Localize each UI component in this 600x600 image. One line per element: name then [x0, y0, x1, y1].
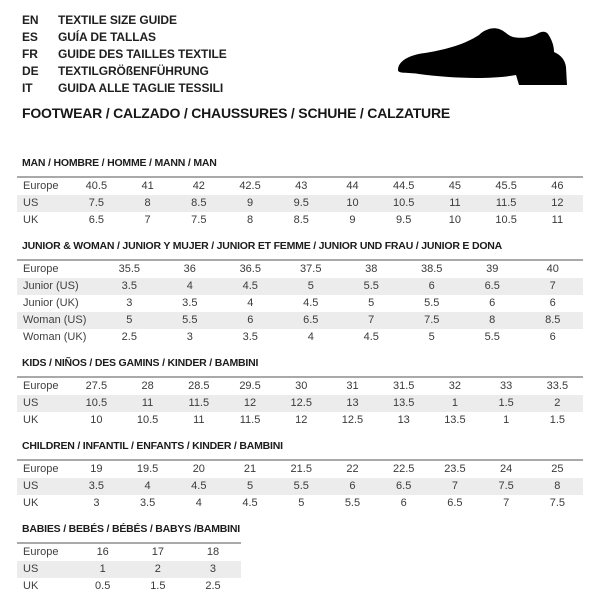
- row-label: UK: [23, 414, 39, 426]
- size-cell: 24: [500, 463, 513, 475]
- row-label: US: [23, 563, 39, 575]
- size-cell: 7.5: [88, 197, 105, 209]
- size-cell: 38.5: [421, 263, 443, 275]
- row-label: Junior (UK): [23, 297, 79, 309]
- size-cell: 18: [206, 546, 220, 558]
- size-cell: 5.5: [293, 480, 309, 492]
- table-header-row: [17, 260, 583, 278]
- size-cell: 9: [349, 214, 356, 226]
- size-cell: 31: [346, 380, 359, 392]
- size-cell: 7: [549, 280, 556, 292]
- size-cell: 6: [549, 297, 556, 309]
- size-cell: 8.5: [293, 214, 309, 226]
- size-cell: 3.5: [242, 331, 258, 343]
- size-cell: 17: [151, 546, 164, 558]
- row-label: UK: [23, 497, 39, 509]
- size-cell: 22: [346, 463, 359, 475]
- size-table-section: [17, 357, 583, 429]
- size-cell: 3.5: [121, 280, 137, 292]
- size-cell: 12: [551, 197, 564, 209]
- size-cell: 8: [246, 214, 254, 226]
- table-title: KIDS / NIÑOS / DES GAMINS / KINDER / BAMBINI: [22, 357, 259, 369]
- size-cell: 10.5: [85, 397, 108, 409]
- table-row: [17, 329, 583, 346]
- size-cell: 3: [126, 297, 133, 309]
- size-cell: 1.5: [549, 414, 566, 426]
- size-cell: 36.5: [239, 263, 261, 275]
- size-cell: 9.5: [396, 214, 412, 226]
- size-cell: 4.5: [363, 331, 379, 343]
- size-cell: 2.5: [121, 331, 137, 343]
- size-cell: 2.5: [205, 580, 221, 592]
- size-cell: 5: [428, 331, 435, 343]
- size-cell: 9.5: [293, 197, 309, 209]
- size-cell: 10: [346, 197, 359, 209]
- size-cell: 1: [503, 414, 510, 426]
- row-label: Europe: [23, 180, 59, 192]
- size-cell: 8: [489, 314, 496, 326]
- size-cell: 44: [346, 180, 359, 192]
- size-cell: 5.5: [424, 297, 440, 309]
- size-cell: 12.5: [341, 414, 364, 426]
- size-cell: 5.5: [363, 280, 379, 292]
- size-cell: 4.5: [242, 497, 258, 509]
- table-row: [17, 495, 583, 512]
- size-cell: 3.5: [139, 497, 156, 509]
- size-cell: 28: [141, 380, 154, 392]
- size-cell: 10.5: [136, 414, 159, 426]
- size-cell: 23.5: [444, 463, 466, 475]
- size-cell: 32: [448, 380, 462, 392]
- size-table-section: [17, 240, 583, 346]
- table-row: [17, 295, 583, 312]
- size-cell: 4.5: [191, 480, 207, 492]
- size-cell: 11: [141, 397, 154, 409]
- size-cell: 6: [247, 314, 254, 326]
- row-label: US: [23, 197, 39, 209]
- size-cell: 4: [186, 280, 193, 292]
- size-cell: 8: [554, 480, 561, 492]
- size-cell: 11: [449, 197, 461, 209]
- table-title: BABIES / BEBÉS / BÉBÉS / BABYS /BAMBINI: [22, 523, 240, 535]
- size-cell: 6.5: [396, 480, 412, 492]
- size-cell: 3.5: [182, 297, 198, 309]
- size-cell: 12.5: [290, 397, 312, 409]
- language-code: EN: [22, 13, 39, 27]
- row-label: UK: [23, 214, 39, 226]
- row-label: Europe: [23, 463, 59, 475]
- size-cell: 5.5: [484, 331, 500, 343]
- size-table: [17, 176, 583, 229]
- size-cell: 33.5: [546, 380, 569, 392]
- table-header-row: [17, 460, 583, 478]
- size-tables: [17, 157, 583, 595]
- size-cell: 19: [90, 463, 103, 475]
- size-cell: 21: [243, 463, 257, 475]
- size-table-section: [17, 523, 583, 595]
- size-cell: 2: [554, 397, 561, 409]
- size-cell: 12: [243, 397, 257, 409]
- size-table-section: [17, 440, 583, 512]
- size-cell: 36: [183, 263, 196, 275]
- size-table: [17, 459, 583, 512]
- size-cell: 13.5: [392, 397, 415, 409]
- size-cell: 13: [346, 397, 359, 409]
- size-cell: 31.5: [392, 380, 415, 392]
- size-cell: 21.5: [290, 463, 312, 475]
- size-cell: 6.5: [484, 280, 500, 292]
- size-table-section: [17, 157, 583, 229]
- size-cell: 4.5: [242, 280, 258, 292]
- size-cell: 41: [141, 180, 154, 192]
- language-label: TEXTILE SIZE GUIDE: [58, 13, 177, 27]
- table-row: [17, 412, 583, 429]
- size-cell: 28.5: [188, 380, 210, 392]
- size-cell: 11: [551, 214, 564, 226]
- page-header: [17, 12, 583, 97]
- size-cell: 43: [295, 180, 308, 192]
- size-cell: 4.5: [303, 297, 319, 309]
- size-cell: 13: [397, 414, 410, 426]
- size-cell: 3: [209, 563, 217, 575]
- size-cell: 5: [298, 497, 305, 509]
- size-cell: 27.5: [85, 380, 108, 392]
- size-cell: 22.5: [392, 463, 415, 475]
- shoe-icon: [391, 25, 581, 95]
- size-cell: 40.5: [85, 180, 108, 192]
- size-cell: 10.5: [495, 214, 517, 226]
- size-cell: 10: [448, 214, 462, 226]
- language-code: IT: [22, 81, 33, 95]
- size-cell: 1.5: [498, 397, 514, 409]
- row-label: Europe: [23, 380, 59, 392]
- size-table: [17, 542, 241, 595]
- size-cell: 6: [489, 297, 496, 309]
- language-code: ES: [22, 30, 38, 44]
- row-label: Europe: [23, 546, 59, 558]
- size-cell: 4: [195, 497, 202, 509]
- size-cell: 11.5: [239, 414, 261, 426]
- size-cell: 5: [368, 297, 375, 309]
- language-label: GUIDA ALLE TAGLIE TESSILI: [58, 81, 224, 95]
- size-cell: 0.5: [95, 580, 111, 592]
- table-row: [17, 278, 583, 295]
- size-cell: 3: [186, 331, 193, 343]
- row-label: Woman (US): [23, 314, 87, 326]
- size-cell: 19.5: [136, 463, 159, 475]
- table-row: [17, 561, 241, 578]
- size-cell: 5: [307, 280, 314, 292]
- size-cell: 42.5: [239, 180, 261, 192]
- size-cell: 5: [246, 480, 254, 492]
- size-cell: 7.5: [424, 314, 440, 326]
- size-cell: 6.5: [447, 497, 463, 509]
- size-cell: 5: [126, 314, 133, 326]
- table-title: JUNIOR & WOMAN / JUNIOR Y MUJER / JUNIOR ET FEMME / JUNIOR UND FRAU / JUNIOR E DONA: [22, 240, 503, 252]
- size-cell: 25: [551, 463, 564, 475]
- size-cell: 2: [154, 563, 161, 575]
- table-header-row: [17, 377, 583, 395]
- size-cell: 3: [93, 497, 100, 509]
- size-cell: 29.5: [239, 380, 261, 392]
- size-cell: 6.5: [303, 314, 319, 326]
- table-title: MAN / HOMBRE / HOMME / MANN / MAN: [22, 157, 217, 169]
- size-cell: 6.5: [88, 214, 105, 226]
- size-table: [17, 376, 583, 429]
- row-label: Europe: [23, 263, 59, 275]
- size-cell: 5.5: [182, 314, 198, 326]
- size-cell: 5.5: [344, 497, 361, 509]
- size-cell: 10: [90, 414, 103, 426]
- size-cell: 1: [99, 563, 106, 575]
- table-header-row: [17, 177, 583, 195]
- size-cell: 20: [192, 463, 205, 475]
- size-cell: 3.5: [88, 480, 105, 492]
- size-cell: 7.5: [549, 497, 566, 509]
- size-cell: 8: [144, 197, 151, 209]
- size-cell: 40: [546, 263, 559, 275]
- size-cell: 30: [295, 380, 308, 392]
- size-cell: 33: [500, 380, 513, 392]
- size-cell: 7: [451, 480, 458, 492]
- table-row: [17, 212, 583, 229]
- table-header-row: [17, 543, 241, 561]
- size-cell: 7: [144, 214, 151, 226]
- size-cell: 10.5: [392, 197, 415, 209]
- table-title: CHILDREN / INFANTIL / ENFANTS / KINDER / BAMBINI: [22, 440, 283, 452]
- size-cell: 1: [451, 397, 458, 409]
- size-cell: 11.5: [188, 397, 210, 409]
- row-label: UK: [23, 580, 39, 592]
- size-cell: 12: [295, 414, 308, 426]
- size-cell: 4: [307, 331, 314, 343]
- category-title: FOOTWEAR / CALZADO / CHAUSSURES / SCHUHE / CALZATURE: [22, 105, 451, 121]
- language-label: TEXTILGRÖßENFÜHRUNG: [58, 64, 209, 78]
- size-cell: 7: [503, 497, 510, 509]
- table-row: [17, 195, 583, 212]
- row-label: Woman (UK): [23, 331, 87, 343]
- size-cell: 6: [400, 497, 407, 509]
- size-cell: 37.5: [300, 263, 322, 275]
- size-table: [17, 259, 583, 346]
- size-cell: 6: [349, 480, 356, 492]
- size-cell: 7.5: [498, 480, 514, 492]
- size-cell: 16: [96, 546, 109, 558]
- table-row: [17, 578, 241, 595]
- size-cell: 44.5: [392, 180, 415, 192]
- size-cell: 38: [365, 263, 378, 275]
- size-cell: 45.5: [495, 180, 517, 192]
- language-label: GUIDE DES TAILLES TEXTILE: [58, 47, 227, 61]
- size-cell: 8.5: [545, 314, 561, 326]
- size-cell: 7: [368, 314, 375, 326]
- size-cell: 6: [549, 331, 556, 343]
- row-label: Junior (US): [23, 280, 79, 292]
- table-row: [17, 312, 583, 329]
- row-label: US: [23, 480, 39, 492]
- size-cell: 7.5: [191, 214, 207, 226]
- size-cell: 42: [192, 180, 205, 192]
- size-cell: 6: [428, 280, 435, 292]
- size-cell: 46: [551, 180, 564, 192]
- language-label: GUÍA DE TALLAS: [58, 30, 156, 44]
- size-cell: 9: [246, 197, 254, 209]
- language-code: FR: [22, 47, 38, 61]
- size-cell: 4: [247, 297, 254, 309]
- size-cell: 8.5: [191, 197, 207, 209]
- size-cell: 39: [486, 263, 499, 275]
- row-label: US: [23, 397, 39, 409]
- size-cell: 45: [448, 180, 462, 192]
- table-row: [17, 395, 583, 412]
- size-cell: 35.5: [118, 263, 141, 275]
- table-row: [17, 478, 583, 495]
- size-cell: 11.5: [495, 197, 517, 209]
- language-code: DE: [22, 64, 39, 78]
- size-cell: 1.5: [150, 580, 166, 592]
- size-cell: 11: [193, 414, 205, 426]
- size-cell: 4: [144, 480, 151, 492]
- size-cell: 13.5: [444, 414, 466, 426]
